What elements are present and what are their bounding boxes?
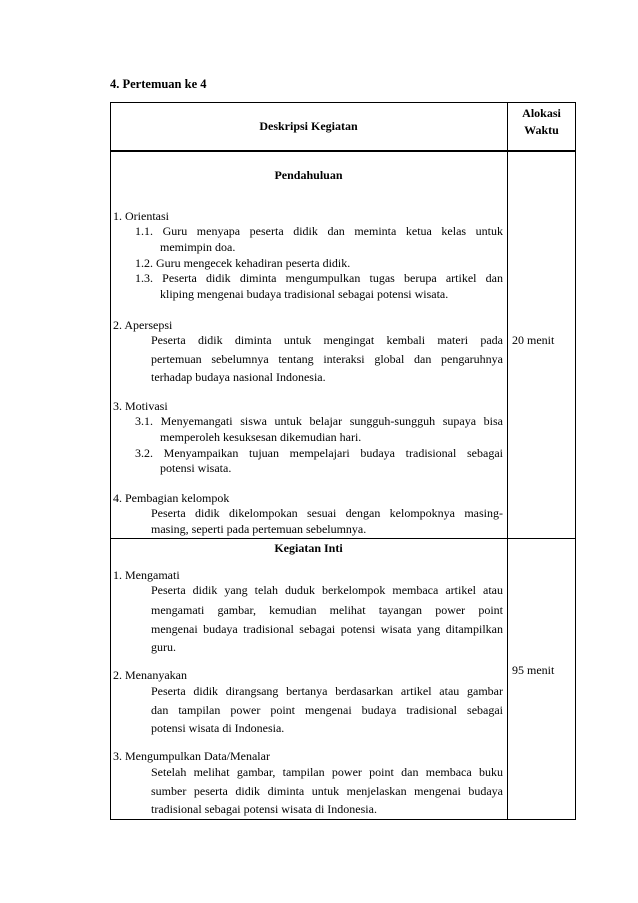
table-border-mid (507, 102, 508, 820)
motivasi-sub2-line1: 3.2. Menyampaikan tujuan mempelajari budaya tradisional sebagai (135, 446, 503, 460)
item-apersepsi-label: 2. Apersepsi (113, 318, 173, 332)
mengamati-line4: guru. (151, 640, 176, 654)
orientasi-sub3-line2: kliping mengenai budaya tradisional sebagai potensi wisata. (160, 287, 449, 301)
motivasi-sub1-line1: 3.1. Menyemangati siswa untuk belajar sungguh-sungguh supaya bisa (135, 414, 503, 428)
time-pendahuluan: 20 menit (512, 333, 555, 347)
item-pembagian-label: 4. Pembagian kelompok (113, 491, 230, 505)
mengamati-line2: mengamati gambar, kemudian melihat tayangan power point (151, 603, 503, 617)
section-heading: 4. Pertemuan ke 4 (110, 77, 207, 91)
mengumpulkan-line1: Setelah melihat gambar, tampilan power point dan membaca buku (151, 765, 503, 779)
col-header-time-line2: Waktu (524, 123, 559, 137)
activity-table (110, 102, 576, 820)
mengamati-line3: mengenai budaya tradisional sebagai potensi wisata yang ditampilkan (151, 622, 503, 636)
item-menanyakan-label: 2. Menanyakan (113, 668, 187, 682)
menanyakan-line1: Peserta didik dirangsang bertanya berdasarkan artikel atau gambar (151, 684, 503, 698)
item-motivasi-label: 3. Motivasi (113, 399, 168, 413)
item-mengamati-label: 1. Mengamati (113, 568, 180, 582)
item-orientasi-label: 1. Orientasi (113, 209, 169, 223)
orientasi-sub1-line1: 1.1. Guru menyapa peserta didik dan meminta ketua kelas untuk (135, 224, 503, 238)
pembagian-line2: masing, seperti pada pertemuan sebelumnya. (151, 522, 367, 536)
orientasi-sub2: 1.2. Guru mengecek kehadiran peserta didik. (135, 256, 351, 270)
col-header-description: Deskripsi Kegiatan (259, 119, 358, 133)
table-border-left (110, 102, 111, 820)
col-header-time-line1: Alokasi (522, 106, 561, 120)
time-inti: 95 menit (512, 663, 555, 677)
section-title-pendahuluan: Pendahuluan (274, 168, 343, 182)
item-mengumpulkan-label: 3. Mengumpulkan Data/Menalar (113, 749, 270, 763)
apersepsi-line3: terhadap budaya nasional Indonesia. (151, 370, 326, 384)
menanyakan-line3: potensi wisata di Indonesia. (151, 721, 285, 735)
table-border-right (575, 102, 576, 820)
mengamati-line1: Peserta didik yang telah duduk berkelompok membaca artikel atau (151, 583, 503, 597)
mengumpulkan-line2: sumber peserta didik diminta untuk menjelaskan mengenai budaya (151, 784, 503, 798)
motivasi-sub2-line2: potensi wisata. (160, 461, 232, 475)
orientasi-sub1-line2: memimpin doa. (160, 240, 236, 254)
apersepsi-line1: Peserta didik diminta untuk mengingat kembali materi pada (151, 333, 503, 347)
orientasi-sub3-line1: 1.3. Peserta didik diminta mengumpulkan tugas berupa artikel dan (135, 271, 503, 285)
mengumpulkan-line3: tradisional sebagai potensi wisata di Indonesia. (151, 802, 377, 816)
motivasi-sub1-line2: memperoleh kesuksesan dikemudian hari. (160, 430, 362, 444)
apersepsi-line2: pertemuan sebelumnya tentang interaksi global dan pengaruhnya (151, 352, 503, 366)
pembagian-line1: Peserta didik dikelompokan sesuai dengan kelompoknya masing- (151, 506, 503, 520)
section-title-inti: Kegiatan Inti (274, 541, 343, 555)
menanyakan-line2: dan tampilan power point mengenai budaya tradisional sebagai (151, 703, 503, 717)
